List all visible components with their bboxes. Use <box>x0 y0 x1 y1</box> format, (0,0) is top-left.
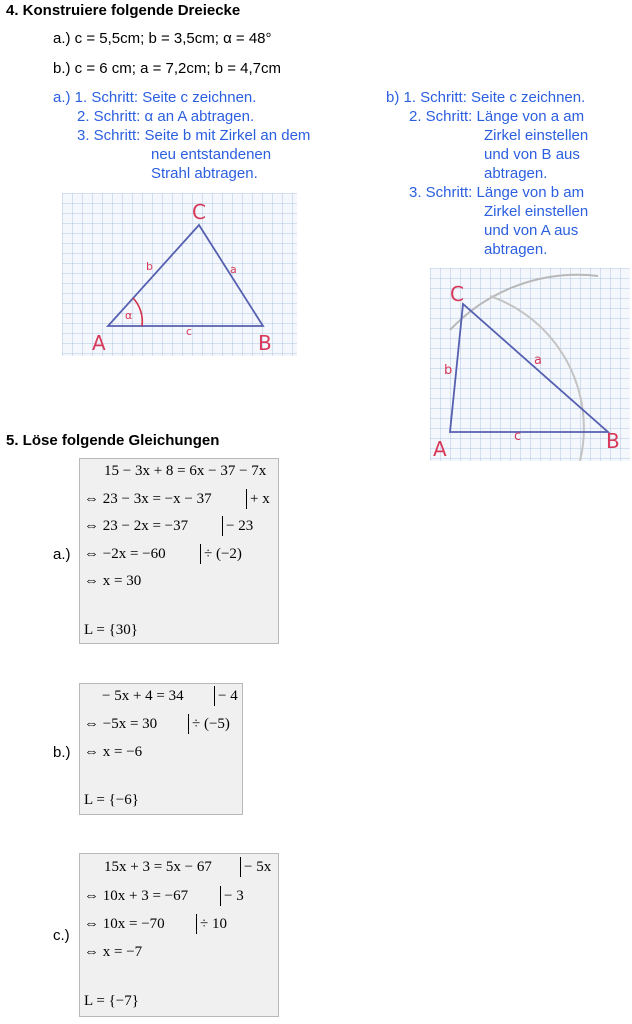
equation-box-b <box>79 683 243 815</box>
side-a-label: a <box>230 263 237 276</box>
eq-b-solution: L = {−6} <box>84 792 139 808</box>
eq-a-solution: L = {30} <box>84 622 138 638</box>
eq-a-op: ÷ (−2) <box>200 544 242 564</box>
alpha-label: α <box>125 309 133 322</box>
eq-c-op: − 5x <box>240 857 271 877</box>
eq-c-op: − 3 <box>220 886 244 906</box>
task4-b-givens: b.) c = 6 cm; a = 7,2cm; b = 4,7cm <box>53 60 282 77</box>
triangle-a-figure <box>62 193 297 356</box>
task5-heading: 5. Löse folgende Gleichungen <box>6 432 220 449</box>
eq-a-op: − 23 <box>222 516 253 536</box>
eq-c-label: c.) <box>53 927 70 944</box>
vertex-a-label: A <box>92 331 106 355</box>
triangle-b-figure <box>430 268 630 461</box>
side-a-label: a <box>534 353 542 368</box>
eq-a-line: ⇔ 23 − 2x = −37 <box>84 518 189 534</box>
task4-a-step3-cont2: Strahl abtragen. <box>151 165 258 182</box>
eq-b-line: − 5x + 4 = 34 <box>102 688 184 704</box>
side-c-label: c <box>186 325 193 338</box>
task4-b-step2: 2. Schritt: Länge von a am <box>409 108 585 125</box>
vertex-c-label: C <box>192 200 206 224</box>
task4-a-step3-cont1: neu entstandenen <box>151 146 272 163</box>
task4-a-step3: 3. Schritt: Seite b mit Zirkel an dem <box>77 127 311 144</box>
eq-a-line: ⇔ 23 − 3x = −x − 37 <box>84 491 212 507</box>
vertex-b-label: B <box>606 429 620 453</box>
eq-b-label: b.) <box>53 744 71 761</box>
eq-c-solution: L = {−7} <box>84 993 139 1009</box>
equation-box-a <box>79 458 279 644</box>
task4-b-step3-cont3: abtragen. <box>484 241 548 258</box>
side-c-label: c <box>514 429 522 444</box>
eq-b-op: − 4 <box>214 686 238 706</box>
vertex-c-label: C <box>450 282 464 306</box>
task4-b-step2-cont3: abtragen. <box>484 165 548 182</box>
eq-c-op: ÷ 10 <box>196 914 227 934</box>
eq-c-line: ⇔ 10x + 3 = −67 <box>84 888 189 904</box>
task4-a-step2: 2. Schritt: α an A abtragen. <box>77 108 255 125</box>
task4-b-step3: 3. Schritt: Länge von b am <box>409 184 585 201</box>
eq-c-line: 15x + 3 = 5x − 67 <box>104 859 212 875</box>
eq-a-line: ⇔ −2x = −60 <box>84 546 166 562</box>
side-b-label: b <box>146 260 153 273</box>
eq-b-line: ⇔ x = −6 <box>84 744 143 760</box>
eq-c-line: ⇔ x = −7 <box>84 944 143 960</box>
eq-b-op: ÷ (−5) <box>188 714 230 734</box>
task4-b-step3-cont2: und von A aus <box>484 222 579 239</box>
task4-b-step3-cont1: Zirkel einstellen <box>484 203 589 220</box>
task4-b-step2-cont2: und von B aus <box>484 146 580 163</box>
eq-a-line: 15 − 3x + 8 = 6x − 37 − 7x <box>104 463 267 479</box>
vertex-b-label: B <box>258 331 272 355</box>
task4-b-step1: b) 1. Schritt: Seite c zeichnen. <box>386 89 586 106</box>
task4-a-step1: a.) 1. Schritt: Seite c zeichnen. <box>53 89 257 106</box>
equation-box-c <box>79 853 279 1017</box>
task4-heading: 4. Konstruiere folgende Dreiecke <box>6 2 241 19</box>
task4-a-givens: a.) c = 5,5cm; b = 3,5cm; α = 48° <box>53 30 272 47</box>
eq-c-line: ⇔ 10x = −70 <box>84 916 165 932</box>
task4-b-step2-cont1: Zirkel einstellen <box>484 127 589 144</box>
vertex-a-label: A <box>433 437 447 461</box>
eq-b-line: ⇔ −5x = 30 <box>84 716 158 732</box>
eq-a-op: + x <box>246 489 270 509</box>
side-b-label: b <box>444 363 453 378</box>
eq-a-line: ⇔ x = 30 <box>84 573 142 589</box>
eq-a-label: a.) <box>53 546 71 563</box>
